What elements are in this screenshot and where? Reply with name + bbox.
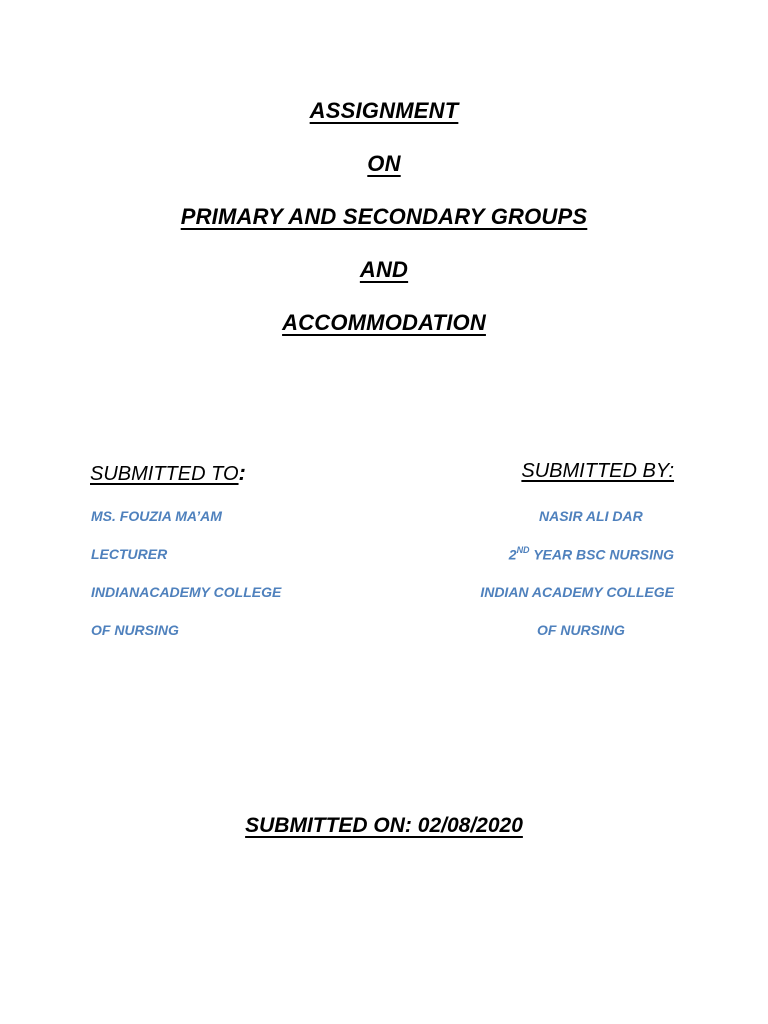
student-year-number: 2	[508, 546, 517, 563]
title-and: AND	[359, 257, 409, 282]
lecturer-designation: LECTURER	[91, 546, 168, 562]
lecturer-name: MS. FOUZIA MA’AM	[91, 508, 222, 524]
submitted-to-heading	[90, 460, 246, 486]
submitted-by-heading: SUBMITTED BY:	[521, 460, 674, 482]
student-name: NASIR ALI DAR	[539, 508, 643, 524]
submitted-on-date: SUBMITTED ON: 02/08/2020	[245, 814, 523, 837]
submitted-to-label: SUBMITTED TO	[90, 463, 239, 485]
title-assignment: ASSIGNMENT	[309, 98, 459, 123]
title-accommodation: ACCOMMODATION	[282, 310, 486, 335]
title-on: ON	[367, 151, 401, 176]
student-year-suffix: ND	[516, 545, 530, 555]
student-year-rest: YEAR BSC NURSING	[529, 546, 674, 563]
lecturer-institution-line1: INDIANACADEMY COLLEGE	[91, 584, 282, 600]
student-institution-line1: INDIAN ACADEMY COLLEGE	[480, 584, 674, 600]
student-year	[509, 546, 674, 563]
lecturer-institution-line2: OF NURSING	[91, 622, 179, 638]
student-institution-line2: OF NURSING	[537, 622, 625, 638]
submitted-to-colon: :	[238, 460, 246, 485]
title-topic: PRIMARY AND SECONDARY GROUPS	[180, 204, 588, 229]
